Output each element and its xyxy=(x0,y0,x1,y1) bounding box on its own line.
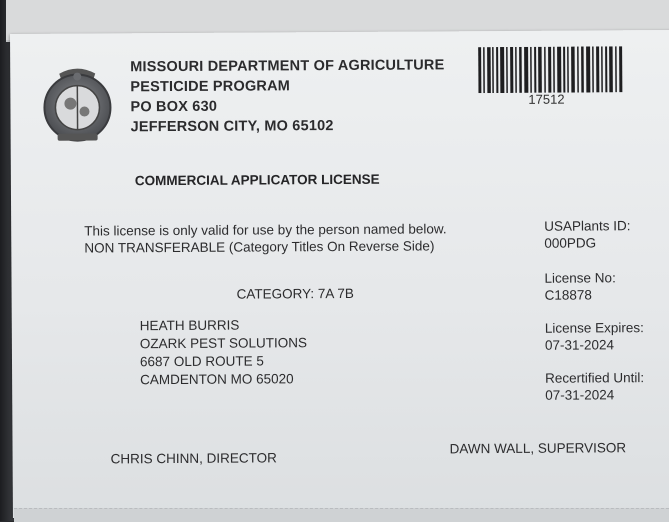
license-number-label: License No: xyxy=(544,270,615,285)
agency-po-box: PO BOX 630 xyxy=(130,99,217,116)
license-number-value: C18878 xyxy=(545,287,592,302)
bottom-sheet-edge xyxy=(14,508,669,522)
usaplants-id-label: USAPlants ID: xyxy=(544,218,630,234)
director-signature: CHRIS CHINN, DIRECTOR xyxy=(111,450,277,466)
license-category: CATEGORY: 7A 7B xyxy=(237,286,354,302)
state-seal-icon xyxy=(37,63,117,145)
holder-city: CAMDENTON MO 65020 xyxy=(140,371,294,387)
holder-company: OZARK PEST SOLUTIONS xyxy=(140,335,307,351)
holder-street: 6687 OLD ROUTE 5 xyxy=(140,353,264,369)
recertified-until-label: Recertified Until: xyxy=(545,370,644,386)
recertified-until-value: 07-31-2024 xyxy=(545,387,614,402)
license-title: COMMERCIAL APPLICATOR LICENSE xyxy=(135,172,380,188)
validity-notice: This license is only valid for use by the person named below. xyxy=(84,221,447,238)
agency-city: JEFFERSON CITY, MO 65102 xyxy=(131,118,334,135)
agency-name: MISSOURI DEPARTMENT OF AGRICULTURE xyxy=(130,57,444,75)
barcode-number: 17512 xyxy=(528,92,564,107)
program-name: PESTICIDE PROGRAM xyxy=(130,78,290,95)
license-expires-label: License Expires: xyxy=(545,320,644,336)
supervisor-signature: DAWN WALL, SUPERVISOR xyxy=(449,440,626,456)
license-card xyxy=(10,30,669,518)
barcode xyxy=(478,46,624,93)
holder-name: HEATH BURRIS xyxy=(140,318,240,334)
license-expires-value: 07-31-2024 xyxy=(545,337,614,352)
transfer-notice: NON TRANSFERABLE (Category Titles On Reverse Side) xyxy=(84,238,434,255)
usaplants-id-value: 000PDG xyxy=(544,235,596,250)
